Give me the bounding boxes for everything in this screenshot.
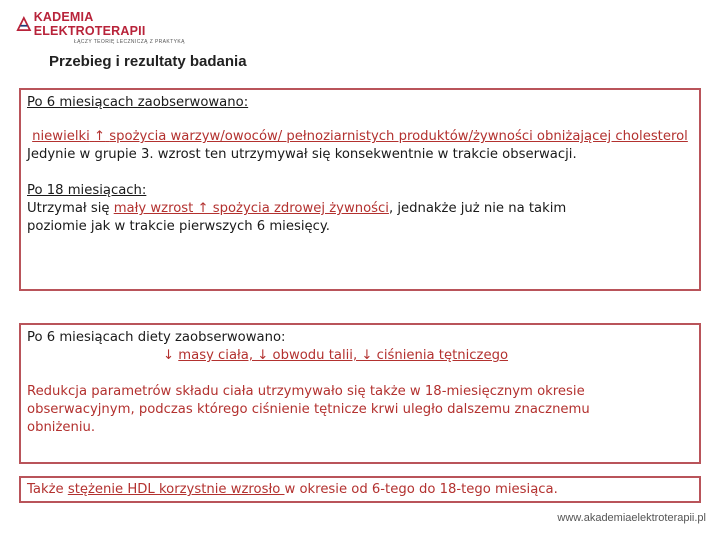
logo-mark-icon <box>16 15 32 33</box>
after18-underlined: mały wzrost ↑ spożycia zdrowej żywności <box>113 201 389 216</box>
box1-intro: Po 6 miesiącach zaobserwowano: <box>27 95 249 110</box>
box2-reduction-line3: obniżeniu. <box>27 420 96 435</box>
box1-group-note: Jedynie w grupie 3. wzrost ten utrzymywał się konsekwentnie w trakcie obserwacji. <box>27 147 577 162</box>
box2-reductions <box>27 347 693 365</box>
bp-further-decrease: ciśnienie tętnicze krwi uległo dalszemu znacznemu <box>251 402 590 417</box>
reductions-text: masy ciała, ↓ obwodu talii, ↓ ciśnienia tętniczego <box>178 348 509 363</box>
diet-results-box <box>19 323 701 464</box>
finding-prefix: niewielki <box>32 129 90 144</box>
box1-after18-line2: poziomie jak w trakcie pierwszych 6 miesięcy. <box>27 219 330 234</box>
box2-intro: Po 6 miesiącach diety zaobserwowano: <box>27 330 286 345</box>
logo-tagline: ŁĄCZY TEORIĘ LECZNICZĄ Z PRAKTYKĄ <box>74 39 185 45</box>
down-arrow-icon: ↓ <box>163 348 175 363</box>
logo <box>16 10 186 45</box>
findings-box-6-18-months <box>19 88 701 291</box>
footer-url: www.akademiaelektroterapii.pl <box>557 512 706 524</box>
box1-after18-label: Po 18 miesiącach: <box>27 183 147 198</box>
hdl-underlined: stężenie HDL korzystnie wzrosło <box>67 482 285 497</box>
finding-text: spożycia warzyw/owoców/ pełnoziarnistych produktów/żywności obniżającej cholesterol <box>109 129 688 144</box>
up-arrow-icon: ↑ <box>94 129 106 144</box>
hdl-statement: Także stężenie HDL korzystnie wzrosło w okresie od 6-tego do 18-tego miesiąca. <box>27 482 558 497</box>
box1-after18-line1: Utrzymał się mały wzrost ↑ spożycia zdrowej żywności, jednakże już nie na takim <box>27 201 567 216</box>
slide-title: Przebieg i rezultaty badania <box>49 53 247 70</box>
logo-text: KADEMIA ELEKTROTERAPII <box>33 10 146 38</box>
box2-reduction-line1: Redukcja parametrów składu ciała utrzymywało się także w 18-miesięcznym okresie <box>27 384 585 399</box>
box2-reduction-line2: obserwacyjnym, podczas którego ciśnienie tętnicze krwi uległo dalszemu znacznemu <box>27 402 590 417</box>
hdl-box <box>19 476 701 503</box>
box1-finding <box>27 128 693 146</box>
